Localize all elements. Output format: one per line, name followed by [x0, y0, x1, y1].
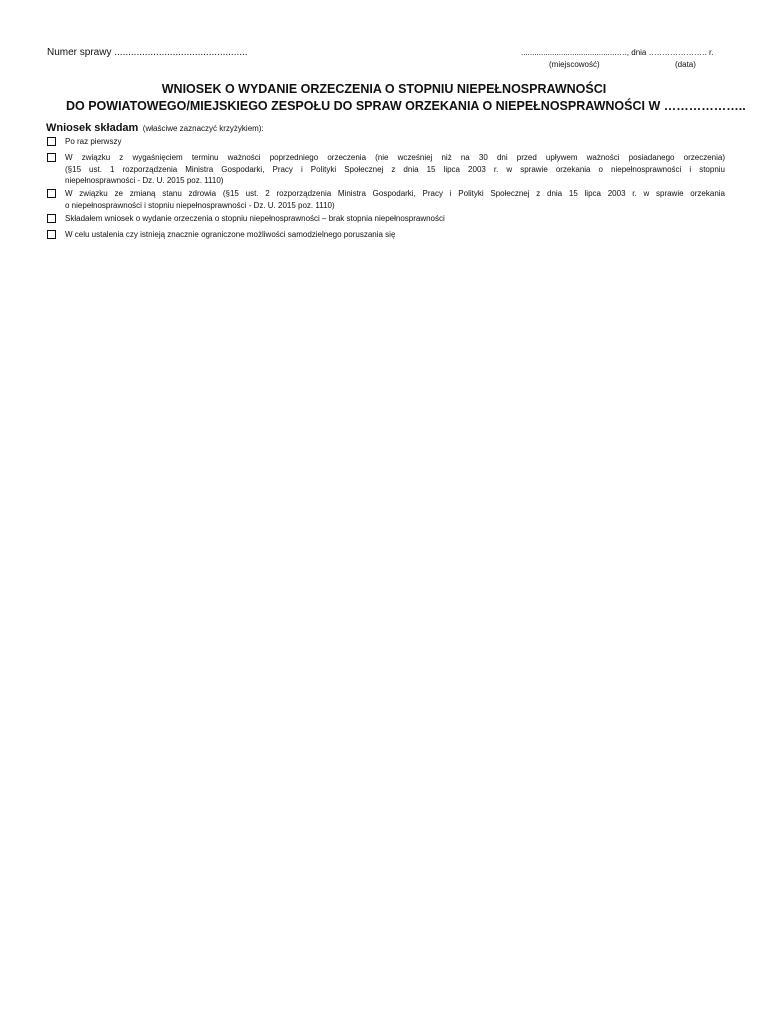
option-expiry-line3: niepełnosprawności - Dz. U. 2015 poz. 1110)	[65, 176, 224, 185]
date-label: (data)	[675, 60, 696, 69]
option-mobility-checkbox[interactable]	[47, 230, 56, 239]
option-previous-label: Składałem wniosek o wydanie orzeczenia o stopniu niepełnosprawności – brak stopnia niepełnosprawności	[65, 214, 445, 223]
form-title-line1: WNIOSEK O WYDANIE ORZECZENIA O STOPNIU NIEPEŁNOSPRAWNOŚCI	[161, 82, 607, 96]
option-mobility-label: W celu ustalenia czy istnieją znacznie ograniczone możliwości samodzielnego poruszania się	[65, 230, 396, 239]
option-expiry-line1: W związku z wygaśnięciem terminu ważności poprzedniego orzeczenia (nie wcześniej niż na 30 dni przed upływem ważności posiadanego orzeczenia)	[65, 153, 725, 162]
option-first-time-checkbox[interactable]	[47, 137, 56, 146]
option-health-change-line2: o niepełnosprawności i stopniu niepełnosprawności - Dz. U. 2015 poz. 1110)	[65, 201, 335, 210]
option-expiry-line2: (§15 ust. 1 rozporządzenia Ministra Gospodarki, Pracy i Polityki Społecznej z dnia 15 lipca 2003 r. w sprawie orzekania o niepełnosprawności i stopniu	[65, 165, 725, 174]
option-health-change-line1: W związku ze zmianą stanu zdrowia (§15 ust. 2 rozporządzenia Ministra Gospodarki, Pracy i Polityki Społecznej z dnia 15 lipca 2003 r. w sprawie orzekania	[65, 189, 725, 198]
submission-heading	[46, 118, 264, 136]
option-first-time-label: Po raz pierwszy	[65, 137, 122, 146]
form-title-line2: DO POWIATOWEGO/MIEJSKIEGO ZESPOŁU DO SPRAW ORZEKANIA O NIEPEŁNOSPRAWNOŚCI W ………………..	[66, 99, 746, 113]
option-health-change-checkbox[interactable]	[47, 189, 56, 198]
submission-heading-text: Wniosek składam	[46, 122, 139, 134]
option-expiry-checkbox[interactable]	[47, 153, 56, 162]
place-label: (miejscowość)	[549, 60, 600, 69]
case-number-field[interactable]: Numer sprawy ................................................	[47, 47, 248, 58]
option-previous-checkbox[interactable]	[47, 214, 56, 223]
place-date-field[interactable]: ...........................................…., dnia …………………. r.	[521, 48, 714, 57]
submission-heading-note: (właściwe zaznaczyć krzyżykiem):	[142, 124, 264, 133]
